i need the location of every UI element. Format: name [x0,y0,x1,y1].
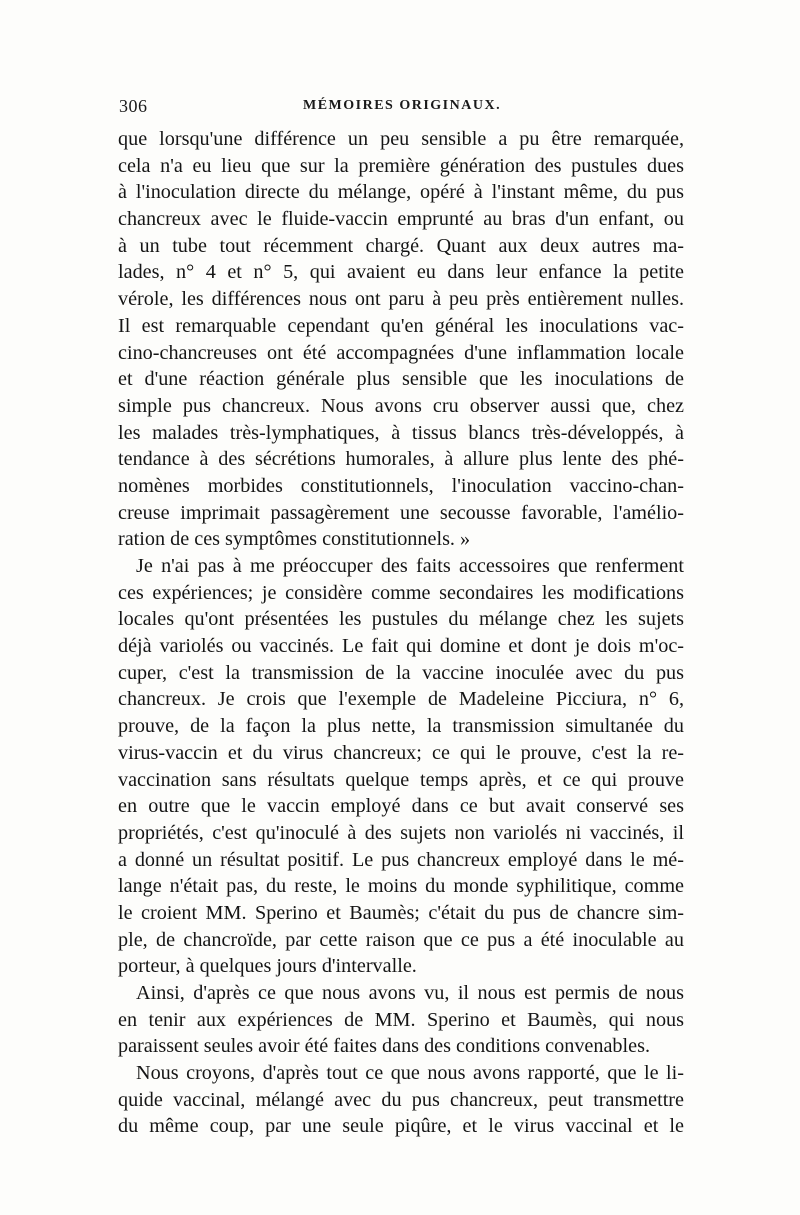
page-number: 306 [119,96,148,116]
text-line: prouve, de la façon la plus nette, la transmission simultanée du [118,715,684,738]
running-head [119,96,683,118]
text-line: les malades très-lymphatiques, à tissus blancs très-développés, à [118,421,684,444]
text-line: en tenir aux expériences de MM. Sperino et Baumès, qui nous [118,1008,684,1031]
text-line: locales qu'ont présentées les pustules du mélange chez les sujets [118,608,684,631]
text-line: vérole, les différences nous ont paru à peu près entièrement nulles. [118,288,684,311]
paragraph-end-line: ration de ces symptômes constitutionnels. » [118,528,471,551]
text-line: déjà variolés ou vaccinés. Le fait qui domine et dont je dois m'oc- [118,635,684,658]
paragraph-start-line: Ainsi, d'après ce que nous avons vu, il nous est permis de nous [136,982,684,1004]
paragraph-end-line: porteur, à quelques jours d'intervalle. [118,955,417,978]
text-line: à un tube tout récemment chargé. Quant aux deux autres ma- [118,234,684,257]
text-line: lades, n° 4 et n° 5, qui avaient eu dans leur enfance la petite [118,261,684,284]
text-line: creuse imprimait passagèrement une secousse favorable, l'amélio- [118,501,684,524]
paragraph-start-line: Je n'ai pas à me préoccuper des faits accessoires que renferment [136,555,684,577]
text-line: nomènes morbides constitutionnels, l'inoculation vaccino-chan- [118,474,684,497]
text-line: à l'inoculation directe du mélange, opéré à l'instant même, du pus [118,181,684,204]
text-line: en outre que le vaccin employé dans ce but avait conservé ses [118,795,684,818]
text-line: ple, de chancroïde, par cette raison que ce pus a été inoculable au [118,928,684,951]
text-line: simple pus chancreux. Nous avons cru observer aussi que, chez [118,394,684,417]
text-line: virus-vaccin et du virus chancreux; ce qui le prouve, c'est la re- [118,741,684,764]
text-line: Il est remarquable cependant qu'en général les inoculations vac- [118,314,684,337]
text-line: propriétés, c'est qu'inoculé à des sujets non variolés ni vaccinés, il [118,821,684,844]
text-line: cela n'a eu lieu que sur la première génération des pustules dues [118,154,684,177]
text-line: chancreux avec le fluide-vaccin emprunté au bras d'un enfant, ou [118,208,684,231]
text-line: du même coup, par une seule piqûre, et le virus vaccinal et le [118,1115,684,1138]
text-line: chancreux. Je crois que l'exemple de Madeleine Picciura, n° 6, [118,688,684,711]
text-line: et d'une réaction générale plus sensible que les inoculations de [118,368,684,391]
text-line: quide vaccinal, mélangé avec du pus chancreux, peut transmettre [118,1088,684,1111]
paragraph-start-line: Nous croyons, d'après tout ce que nous avons rapporté, que le li- [136,1062,684,1085]
text-line: lange n'était pas, du reste, le moins du monde syphilitique, comme [118,875,684,898]
text-line: cuper, c'est la transmission de la vaccine inoculée avec du pus [118,661,684,684]
text-line: que lorsqu'une différence un peu sensible a pu être remarquée, [118,128,684,150]
text-line: vaccination sans résultats quelque temps après, et ce qui prouve [118,768,684,791]
body-text [118,126,684,1140]
text-line: tendance à des sécrétions humorales, à allure plus lente des phé- [118,448,684,471]
text-line: le croient MM. Sperino et Baumès; c'était du pus de chancre sim- [118,901,684,924]
paragraph-end-line: paraissent seules avoir été faites dans des conditions convenables. [118,1035,651,1058]
text-line: cino-chancreuses ont été accompagnées d'une inflammation locale [118,341,684,364]
text-line: ces expériences; je considère comme secondaires les modifications [118,581,684,604]
text-line: a donné un résultat positif. Le pus chancreux employé dans le mé- [118,848,684,871]
running-title: MÉMOIRES ORIGINAUX. [303,98,502,113]
